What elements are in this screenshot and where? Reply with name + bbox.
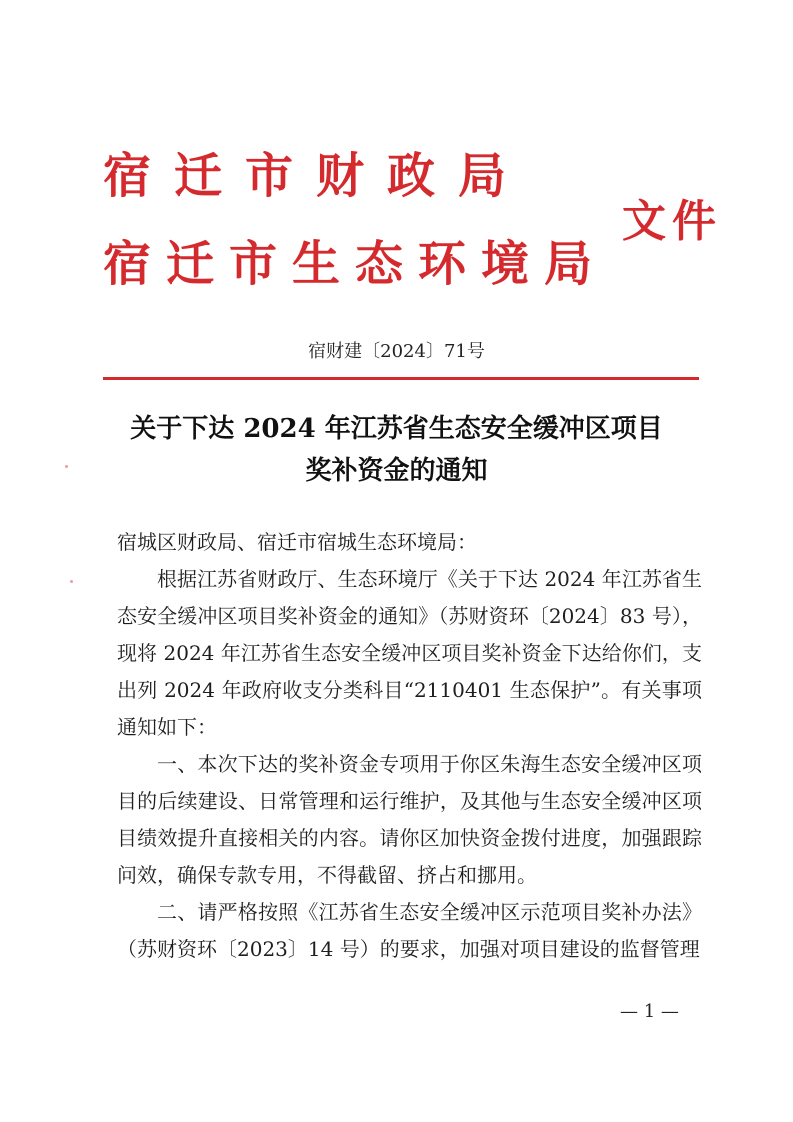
body-paragraph: 一、本次下达的奖补资金专项用于你区朱海生态安全缓冲区项目的后续建设、日常管理和运行维护，及其他与生态安全缓冲区项目绩效提升直接相关的内容。请你区加快资金拨付进度，加强跟踪问效，确保专款专用，不得截留、挤占和挪用。 [117, 752, 702, 887]
header-divider [103, 377, 699, 380]
document-title-line-1: 关于下达 2024 年江苏省生态安全缓冲区项目 [130, 414, 663, 444]
body-paragraph: 二、请严格按照《江苏省生态安全缓冲区示范项目奖补办法》（苏财资环〔2023〕14 号）的要求，加强对项目建设的监督管理 [117, 900, 702, 961]
document-body [117, 524, 702, 968]
body-paragraph: 根据江苏省财政厅、生态环境厅《关于下达 2024 年江苏省生态安全缓冲区项目奖补资金的通知》（苏财资环〔2024〕83 号），现将 2024 年江苏省生态安全缓冲区项目奖补资金下达给你们，支出列 2024 年政府收支分类科目“2110401 生态保护”。有关事项通知如下： [117, 567, 702, 739]
issuer-name-finance-bureau: 宿迁市财政局 [103, 148, 530, 204]
page-number: — 1 — [620, 1001, 679, 1022]
scan-speck [70, 580, 73, 583]
scan-speck [65, 465, 68, 468]
addressee: 宿城区财政局、宿迁市宿城生态环境局： [117, 530, 477, 554]
document-title-line-2: 奖补资金的通知 [305, 456, 488, 486]
document-number: 宿财建〔2024〕71号 [308, 341, 485, 362]
document-type-label: 文件 [622, 196, 722, 247]
issuer-name-ecology-bureau: 宿迁市生态环境局 [103, 236, 608, 292]
